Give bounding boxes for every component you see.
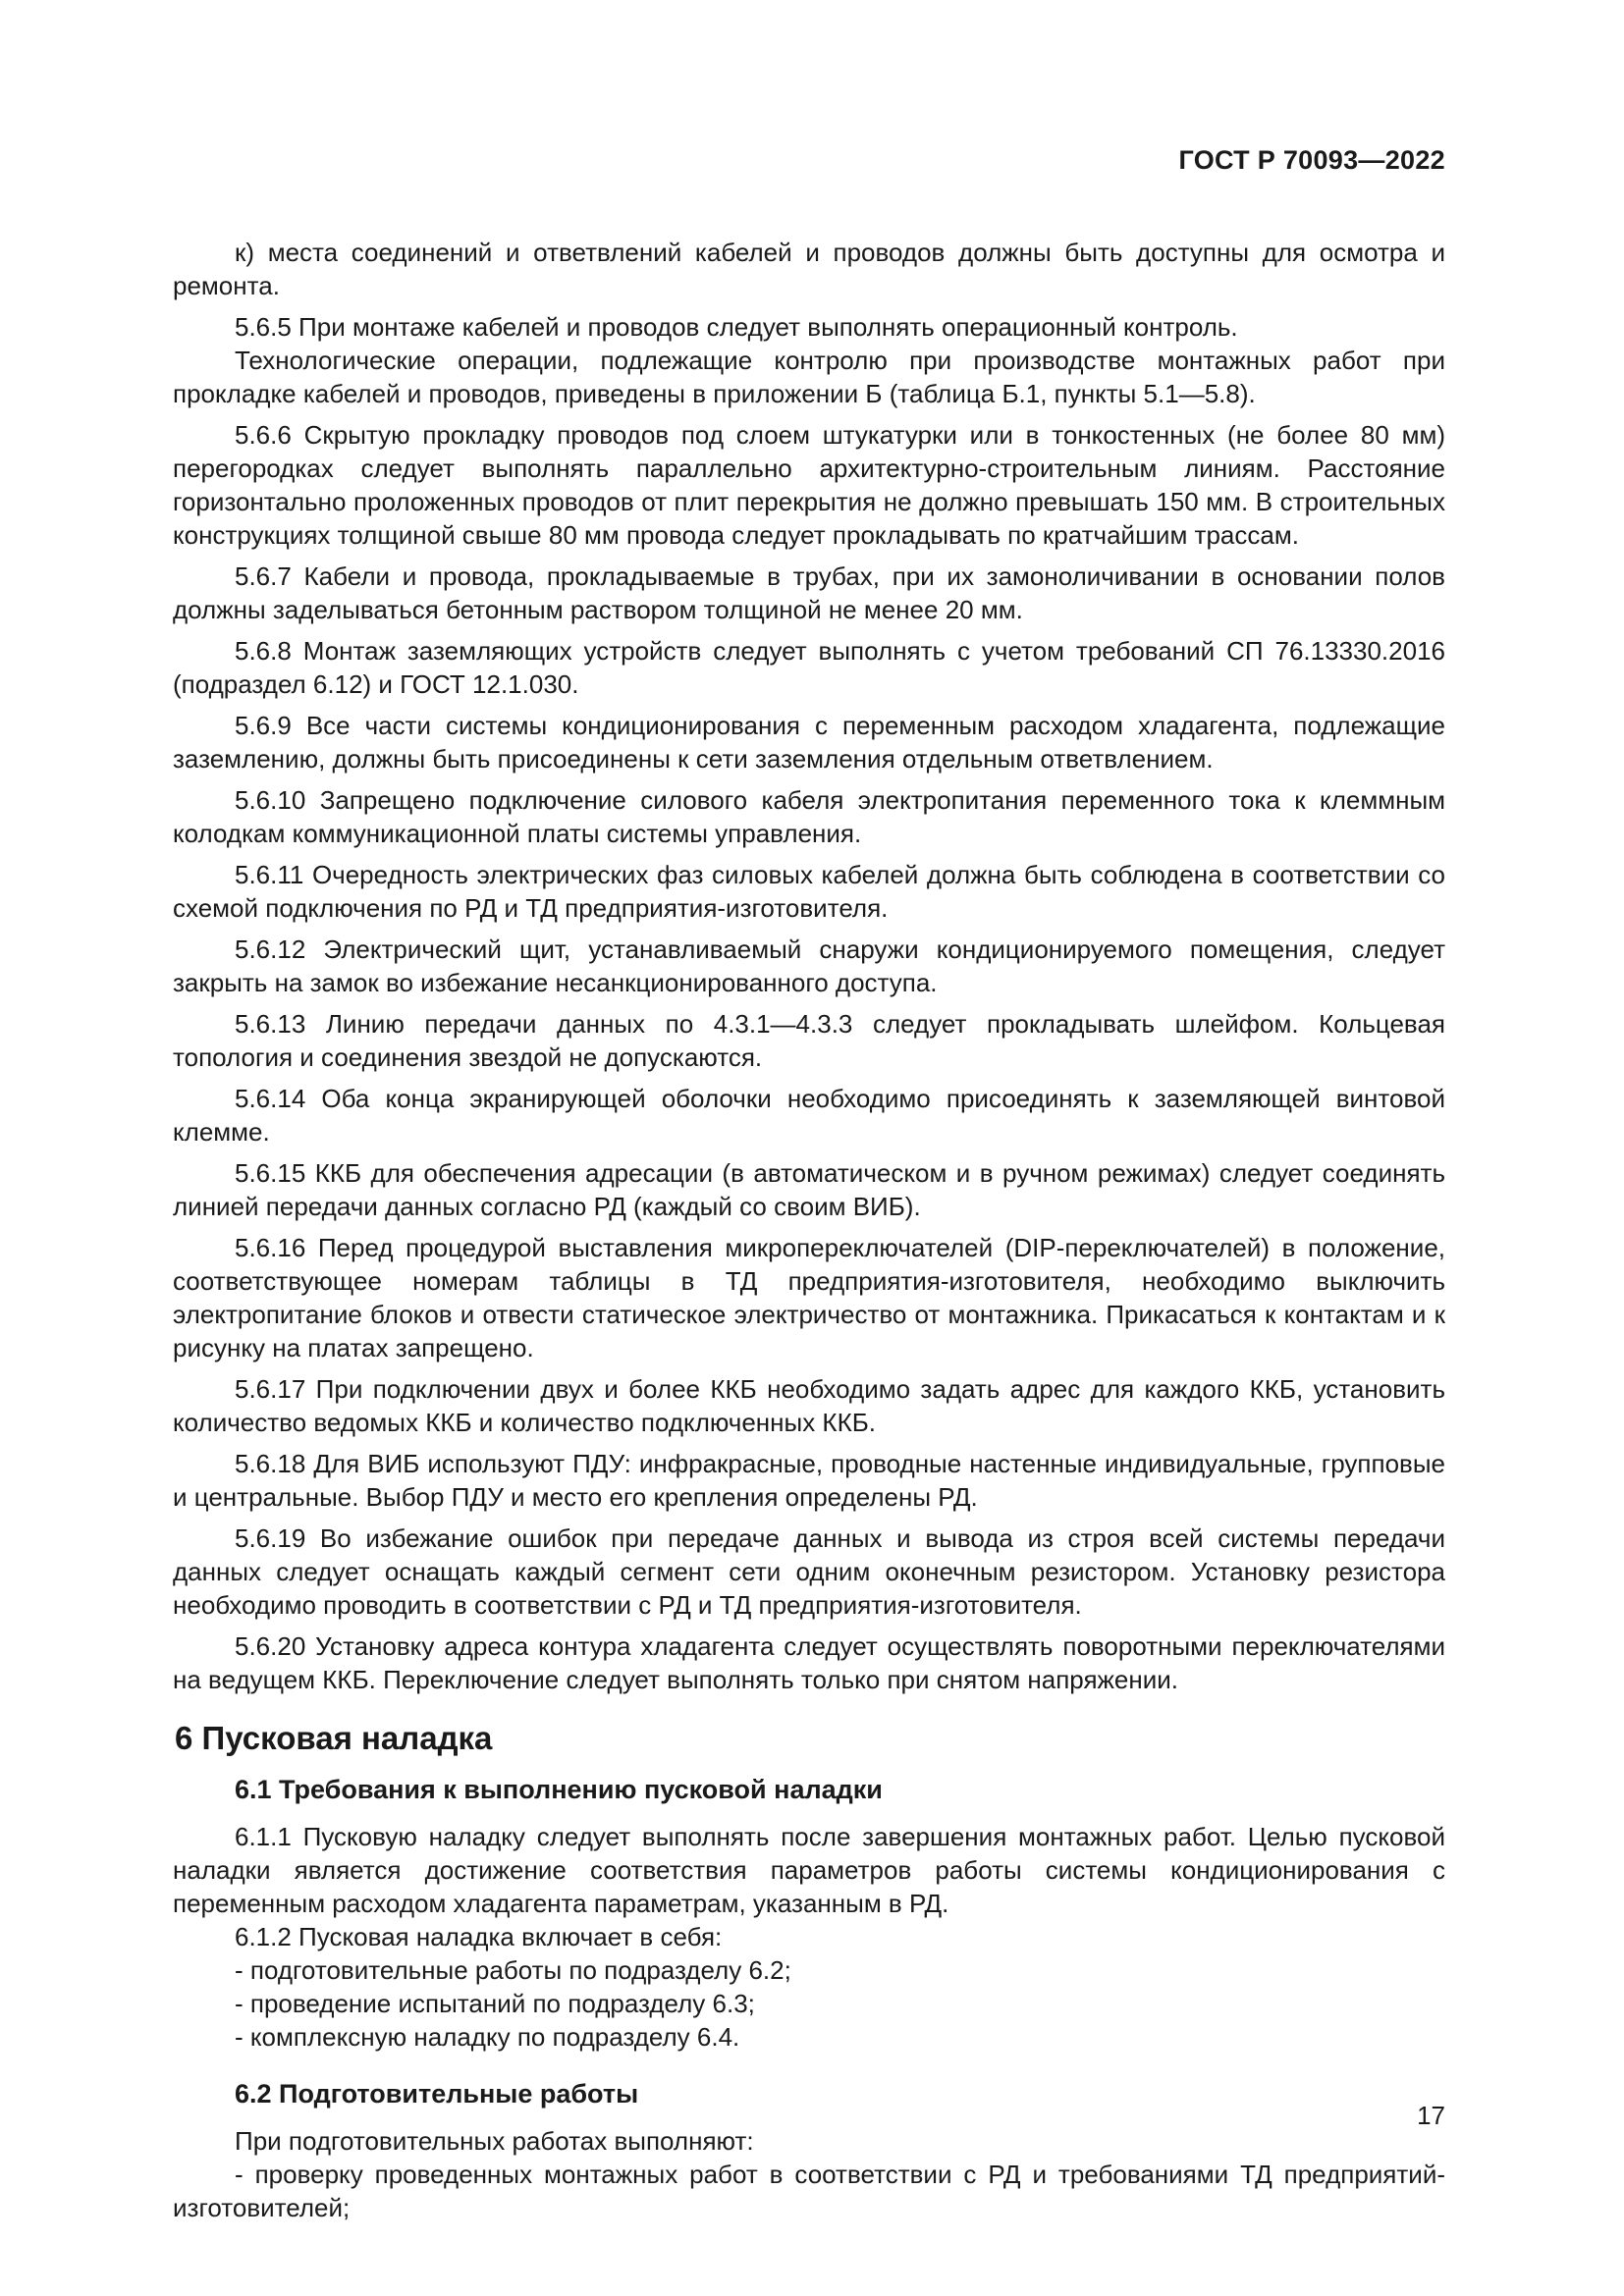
list-item: [173, 2020, 1445, 2054]
section-title-6: 6 Пусковая наладка: [175, 1720, 493, 1756]
paragraph-6-2-intro: При подготовительных работах выполняют:: [235, 2126, 754, 2156]
paragraph-5-6-12: 5.6.12 Электрический щит, устанавливаемый снаружи кондиционируемого помещения, следует закрыть на замок во избежание несанкционированного доступа.: [173, 934, 1445, 997]
list-item-text: - комплексную наладку по подразделу 6.4.: [235, 2022, 740, 2052]
paragraph-5-6-18: 5.6.18 Для ВИБ используют ПДУ: инфракрасные, проводные настенные индивидуальные, групповые и центральные. Выбор ПДУ и место его крепления определены РД.: [173, 1449, 1445, 1512]
paragraph-5-6-13: 5.6.13 Линию передачи данных по 4.3.1—4.3.3 следует прокладывать шлейфом. Кольцевая топология и соединения звездой не допускаются.: [173, 1009, 1445, 1072]
paragraph-5-6-7: 5.6.7 Кабели и провода, прокладываемые в трубах, при их замоноличивании в основании полов должны заделываться бетонным раствором толщиной не менее 20 мм.: [173, 561, 1445, 624]
list-item: - проверку проведенных монтажных работ в соответствии с РД и требованиями ТД предприятий-изготовителей;: [173, 2160, 1445, 2222]
paragraph-6-1-2: 6.1.2 Пусковая наладка включает в себя:: [235, 1922, 723, 1951]
paragraph-6-1-1: 6.1.1 Пусковую наладку следует выполнять после завершения монтажных работ. Целью пусковой наладки является достижение соответствия параметров работы системы кондиционирования с переменным расходом хладагента параметрам, указанным в РД.: [173, 1822, 1445, 1918]
paragraph-5-6-14: 5.6.14 Оба конца экранирующей оболочки необходимо присоединять к заземляющей винтовой клемме.: [173, 1084, 1445, 1147]
subsection-title-6-2: 6.2 Подготовительные работы: [235, 2079, 639, 2109]
paragraph-k-item: к) места соединений и ответвлений кабелей и проводов должны быть доступны для осмотра и ремонта.: [173, 238, 1445, 300]
list-item-text: - проведение испытаний по подразделу 6.3;: [235, 1989, 755, 2018]
document-body: [173, 228, 1445, 2224]
paragraph-5-6-10: 5.6.10 Запрещено подключение силового кабеля электропитания переменного тока к клеммным колодкам коммуникационной платы системы управления.: [173, 785, 1445, 848]
paragraph-5-6-16: 5.6.16 Перед процедурой выставления микропереключателей (DIP-переключателей) в положение, соответствующее номерам таблицы в ТД предприятия-изготовителя, необходимо выключить электропитание блоков и отвести статическое электричество от монтажника. Прикасаться к контактам и к рисунку на платах запрещено.: [173, 1233, 1445, 1362]
paragraph-5-6-6: 5.6.6 Скрытую прокладку проводов под слоем штукатурки или в тонкостенных (не более 80 мм) перегородках следует выполнять параллельно архитектурно-строительным линиям. Расстояние горизонтально проложенных проводов от плит перекрытия не должно превышать 150 мм. В строительных конструкциях толщиной свыше 80 мм провода следует прокладывать по кратчайшим трассам.: [173, 420, 1445, 550]
paragraph-5-6-19: 5.6.19 Во избежание ошибок при передаче данных и вывода из строя всей системы передачи данных следует оснащать каждый сегмент сети одним оконечным резистором. Установку резистора необходимо проводить в соответствии с РД и ТД предприятия-изготовителя.: [173, 1523, 1445, 1620]
paragraph-tech-operations: Технологические операции, подлежащие контролю при производстве монтажных работ при прокладке кабелей и проводов, приведены в приложении Б (таблица Б.1, пункты 5.1—5.8).: [173, 346, 1445, 408]
list-item: [173, 1953, 1445, 1987]
subsection-title-6-1: 6.1 Требования к выполнению пусковой наладки: [235, 1775, 883, 1804]
paragraph-5-6-9: 5.6.9 Все части системы кондиционирования с переменным расходом хладагента, подлежащие заземлению, должны быть присоединены к сети заземления отдельным ответвлением.: [173, 711, 1445, 774]
page-number: 17: [1417, 2101, 1445, 2130]
paragraph-5-6-17: 5.6.17 При подключении двух и более ККБ необходимо задать адрес для каждого ККБ, установить количество ведомых ККБ и количество подключенных ККБ.: [173, 1374, 1445, 1437]
list-item-text: - подготовительные работы по подразделу 6.2;: [235, 1955, 791, 1985]
paragraph-5-6-20: 5.6.20 Установку адреса контура хладагента следует осуществлять поворотными переключателями на ведущем ККБ. Переключение следует выполнять только при снятом напряжении.: [173, 1631, 1445, 1694]
paragraph-5-6-11: 5.6.11 Очередность электрических фаз силовых кабелей должна быть соблюдена в соответствии со схемой подключения по РД и ТД предприятия-изготовителя.: [173, 860, 1445, 923]
paragraph-5-6-8: 5.6.8 Монтаж заземляющих устройств следует выполнять с учетом требований СП 76.13330.2016 (подраздел 6.12) и ГОСТ 12.1.030.: [173, 636, 1445, 699]
list-item: [173, 1987, 1445, 2020]
paragraph-5-6-15: 5.6.15 ККБ для обеспечения адресации (в автоматическом и в ручном режимах) следует соединять линией передачи данных согласно РД (каждый со своим ВИБ).: [173, 1158, 1445, 1221]
paragraph-5-6-5: 5.6.5 При монтаже кабелей и проводов следует выполнять операционный контроль.: [235, 312, 1238, 342]
document-header: ГОСТ Р 70093—2022: [1178, 145, 1445, 175]
